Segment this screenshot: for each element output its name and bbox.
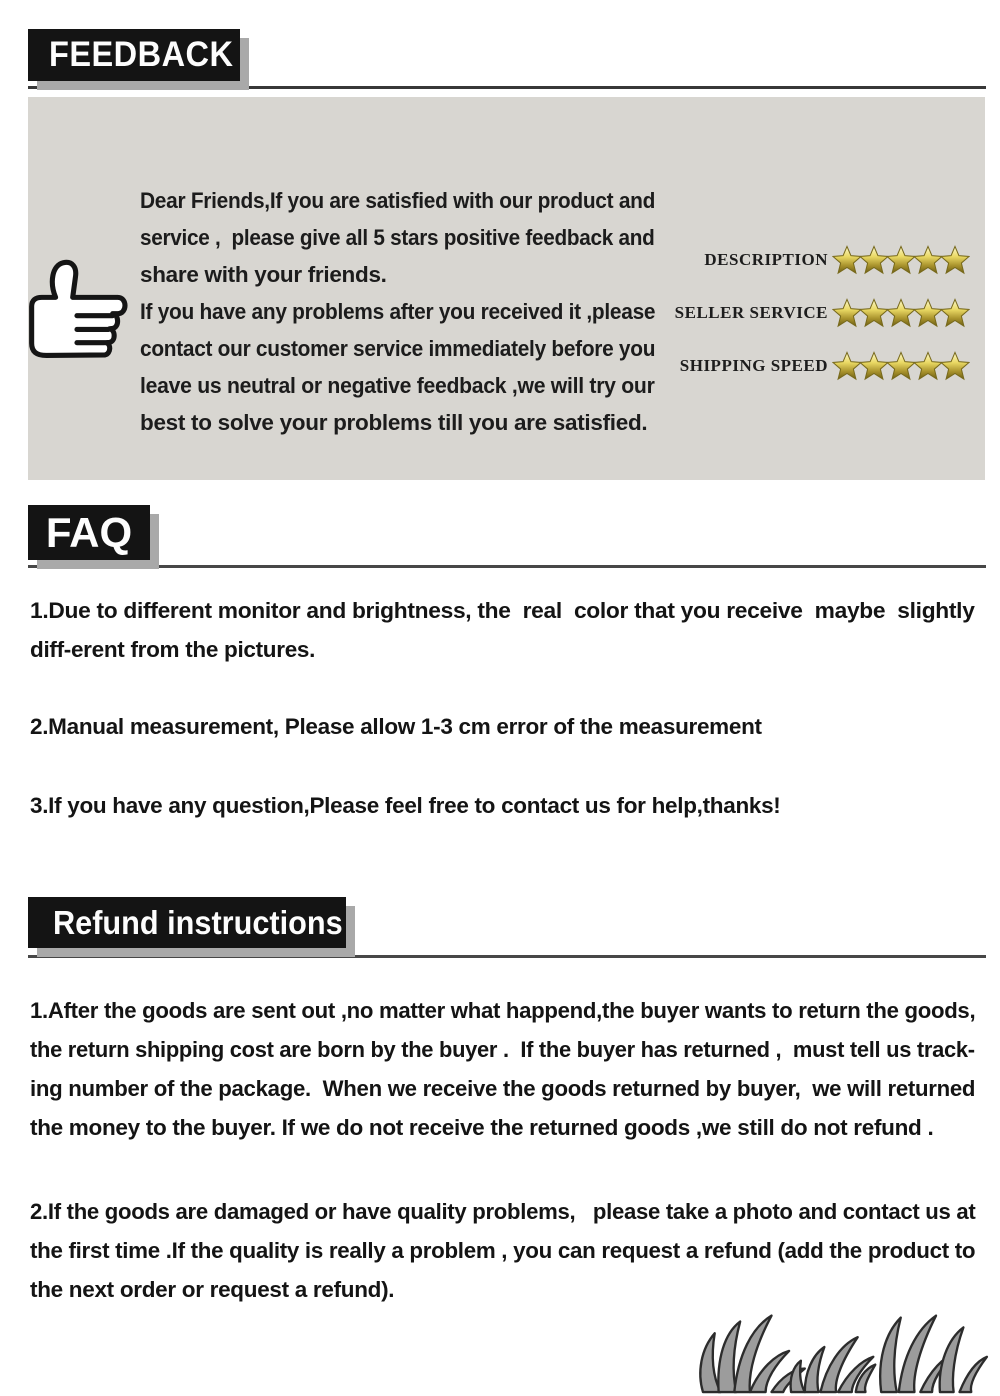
text-line: Dear Friends,If you are satisfied with our product and xyxy=(140,188,656,213)
star-icon xyxy=(913,245,943,275)
feedback-body-text xyxy=(140,188,655,447)
refund-item xyxy=(30,1199,975,1316)
faq-item xyxy=(30,714,975,753)
text-line: service , please give all 5 stars positive feedback and xyxy=(140,225,655,250)
star-icon xyxy=(886,245,916,275)
feedback-header-inner xyxy=(42,35,234,75)
star-icon xyxy=(832,298,862,328)
refund-section-header xyxy=(28,897,346,948)
feedback-section-header xyxy=(28,29,240,81)
star-icon xyxy=(940,298,970,328)
text-line: 2.If the goods are damaged or have quality problems, please take a photo and contact us at xyxy=(30,1199,976,1224)
grass-decoration xyxy=(686,1300,998,1394)
text-line: share with your friends. xyxy=(140,262,387,287)
text-line: the money to the buyer. If we do not receive the returned goods ,we still do not refund . xyxy=(30,1115,934,1140)
text-line: 2.Manual measurement, Please allow 1-3 cm error of the measurement xyxy=(30,714,762,739)
refund-header-inner xyxy=(42,903,343,942)
star-icon xyxy=(886,351,916,381)
feedback-header-label: FEEDBACK xyxy=(49,35,234,74)
faq-section-header xyxy=(28,505,150,560)
rating-row xyxy=(650,295,970,331)
star-icon xyxy=(832,351,862,381)
thumbs-up-icon xyxy=(24,250,132,358)
text-line: If you have any problems after you received it ,please xyxy=(140,299,656,324)
rating-label: DESCRIPTION xyxy=(704,250,828,269)
text-line: the first time .If the quality is really a problem , you can request a refund (add the product to xyxy=(30,1238,976,1263)
text-line: ing number of the package. When we receive the goods returned by buyer, we will returned xyxy=(30,1076,976,1101)
rating-label: SHIPPING SPEED xyxy=(679,356,828,375)
text-line: 1.Due to different monitor and brightness, the real color that you receive maybe slightly xyxy=(30,598,975,623)
refund-item xyxy=(30,998,975,1154)
faq-item xyxy=(30,793,975,832)
faq-item xyxy=(30,598,975,676)
star-icon xyxy=(859,351,889,381)
star-rating xyxy=(835,351,970,381)
star-icon xyxy=(859,245,889,275)
rating-list xyxy=(650,242,970,401)
text-line: the next order or request a refund). xyxy=(30,1277,395,1302)
text-line: 3.If you have any question,Please feel free to contact us for help,thanks! xyxy=(30,793,781,818)
star-icon xyxy=(832,245,862,275)
star-icon xyxy=(940,351,970,381)
text-line: leave us neutral or negative feedback ,we will try our xyxy=(140,373,655,398)
star-icon xyxy=(913,298,943,328)
star-icon xyxy=(859,298,889,328)
text-line: diff-erent from the pictures. xyxy=(30,637,316,662)
rating-row xyxy=(650,348,970,384)
star-icon xyxy=(940,245,970,275)
star-icon xyxy=(886,298,916,328)
faq-header-inner xyxy=(42,509,136,557)
faq-divider-line xyxy=(28,565,986,568)
text-line: 1.After the goods are sent out ,no matter what happend,the buyer wants to return the goods, xyxy=(30,998,976,1023)
text-line: contact our customer service immediately before you xyxy=(140,336,656,361)
text-line: the return shipping cost are born by the buyer . If the buyer has returned , must tell us track- xyxy=(30,1037,975,1062)
refund-header-label: Refund instructions xyxy=(52,903,343,941)
star-rating xyxy=(835,298,970,328)
refund-divider-line xyxy=(28,955,986,958)
rating-row xyxy=(650,242,970,278)
feedback-divider-line xyxy=(28,86,986,89)
text-line: best to solve your problems till you are satisfied. xyxy=(140,410,648,435)
rating-label: SELLER SERVICE xyxy=(674,303,828,322)
faq-header-label: FAQ xyxy=(45,508,133,556)
star-rating xyxy=(835,245,970,275)
star-icon xyxy=(913,351,943,381)
